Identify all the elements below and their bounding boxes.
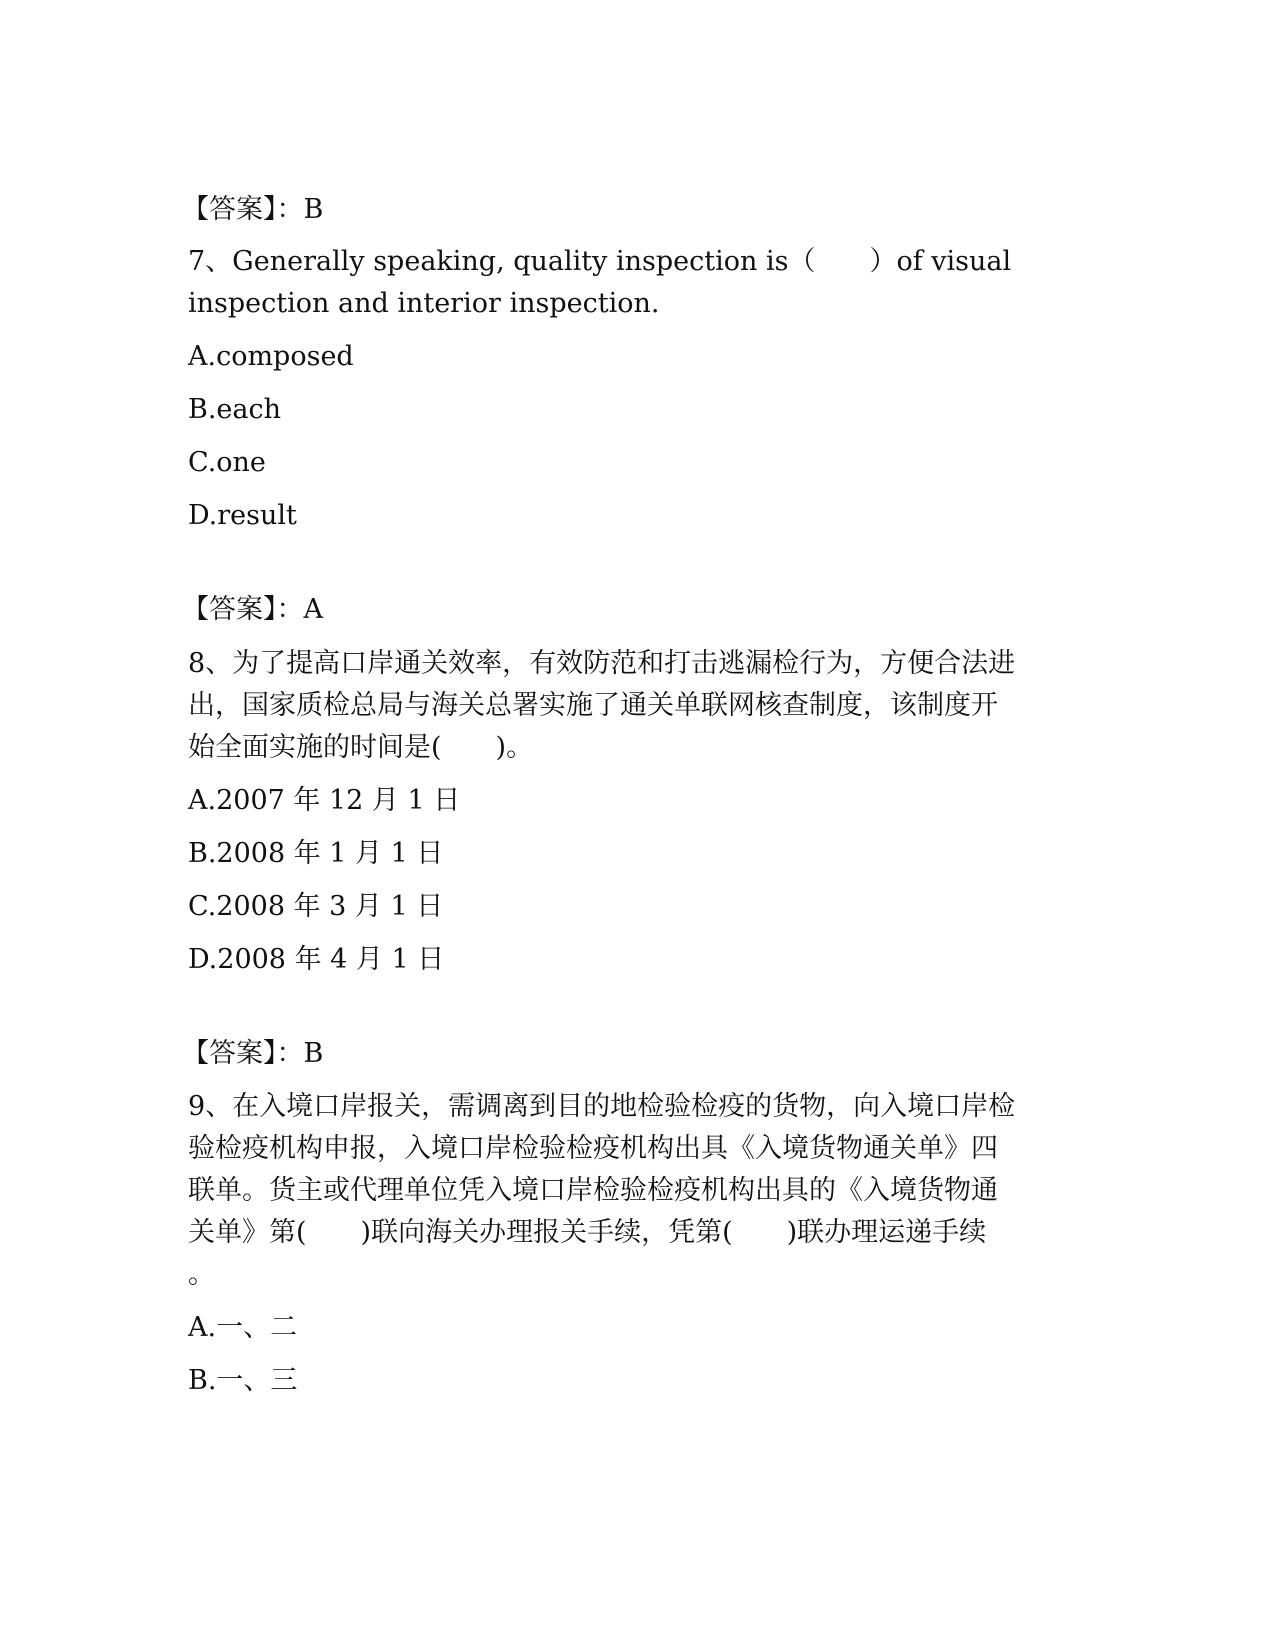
question-8-option-a: A.2007 年 12 月 1 日	[188, 785, 461, 816]
question-9-line-5: 。	[188, 1259, 215, 1290]
question-8-line-1: 8、为了提高口岸通关效率，有效防范和打击逃漏检行为，方便合法进	[188, 648, 1016, 679]
question-7-line-1: 7、Generally speaking, quality inspection is（ ）of visual	[188, 246, 1012, 277]
question-7-option-c: C.one	[188, 447, 266, 478]
question-7-option-b: B.each	[188, 394, 282, 425]
question-9-line-3: 联单。货主或代理单位凭入境口岸检验检疫机构出具的《入境货物通	[188, 1175, 998, 1206]
question-8-line-2: 出，国家质检总局与海关总署实施了通关单联网核查制度，该制度开	[188, 690, 998, 721]
answer-label: 【答案】：B	[182, 194, 324, 225]
answer-label: 【答案】：B	[182, 1038, 324, 1069]
question-9-line-1: 9、在入境口岸报关，需调离到目的地检验检疫的货物，向入境口岸检	[188, 1091, 1016, 1122]
question-9-option-b: B.一、三	[188, 1365, 298, 1396]
question-8-option-c: C.2008 年 3 月 1 日	[188, 891, 444, 922]
question-7-option-a: A.composed	[188, 341, 354, 372]
question-9-option-a: A.一、二	[188, 1312, 298, 1343]
question-7-line-2: inspection and interior inspection.	[188, 288, 660, 319]
question-8-option-b: B.2008 年 1 月 1 日	[188, 838, 444, 869]
question-9-line-2: 验检疫机构申报，入境口岸检验检疫机构出具《入境货物通关单》四	[188, 1133, 998, 1164]
answer-label: 【答案】：A	[182, 594, 323, 625]
question-8-option-d: D.2008 年 4 月 1 日	[188, 944, 445, 975]
question-8-line-3: 始全面实施的时间是( )。	[188, 732, 534, 763]
question-7-option-d: D.result	[188, 500, 297, 531]
question-9-line-4: 关单》第( )联向海关办理报关手续，凭第( )联办理运递手续	[188, 1217, 987, 1248]
